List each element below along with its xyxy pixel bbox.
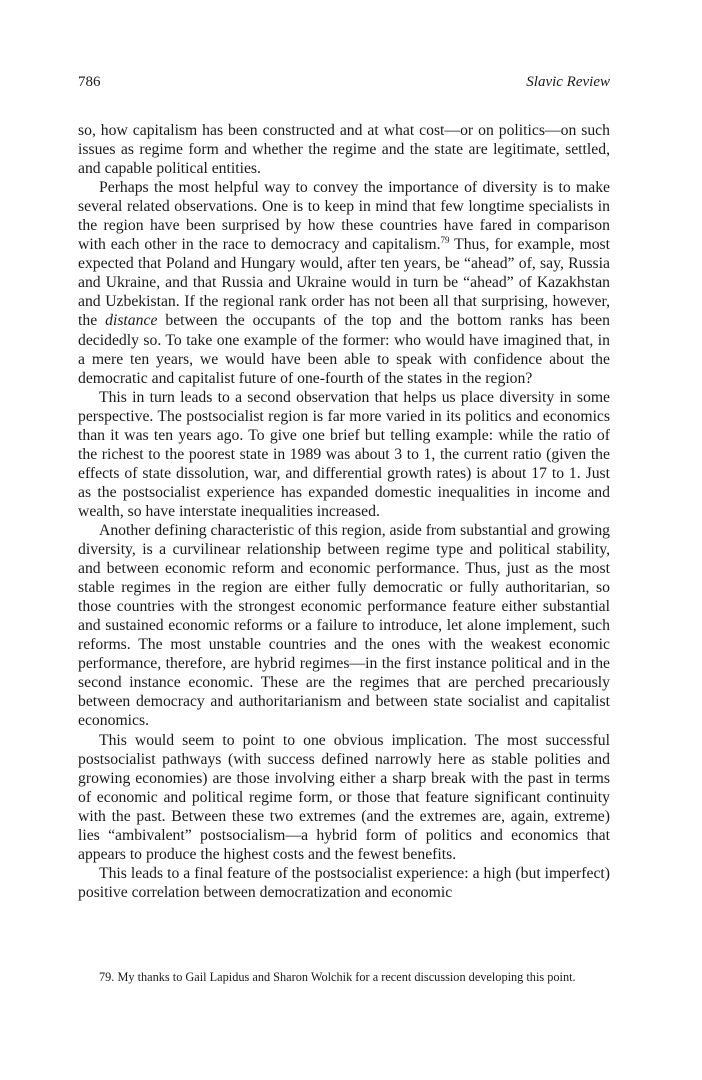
paragraph-2 [78, 178, 610, 388]
paragraph-5: This would seem to point to one obvious implication. The most successful postsocialist pathways (with success defined narrowly here as stable polities and growing economies) are those involving either a sharp break with the past in terms of economic and political regime form, or those that feature significant continuity with the past. Between these two extremes (and the extremes are, again, extreme) lies “ambivalent” postsocialism—a hybrid form of politics and economics that appears to produce the highest costs and the fewest benefits. [78, 731, 610, 863]
paragraph-4: Another defining characteristic of this region, aside from substantial and growing diversity, is a curvilinear relationship between regime type and political stability, and between economic reform and economic performance. Thus, just as the most stable regimes in the region are either fully democratic or fully authoritarian, so those countries with the strongest economic performance feature either substantial and sustained economic reforms or a failure to introduce, let alone implement, such reforms. The most unstable countries and the ones with the weakest economic performance, therefore, are hybrid regimes—in the first instance political and in the second instance economic. These are the regimes that are perched precariously between democracy and authoritarianism and between state socialist and capitalist economics. [78, 521, 611, 730]
footnote-79: 79. My thanks to Gail Lapidus and Sharon Wolchik for a recent discussion developing this point. [99, 970, 576, 984]
footnote-reference: 79 [440, 235, 450, 246]
paragraph-2-part-3: between the occupants of the top and the bottom ranks has been decidedly so. To take one example of the former: who would have imagined that, in a mere ten years, we would have been able to speak with confidence about the democratic and capitalist future of one-fourth of the states in the region? [78, 312, 610, 387]
paragraph-6: This leads to a final feature of the postsocialist experience: a high (but imperfect) positive correlation between democratization and economic [78, 864, 610, 901]
running-head: Slavic Review [526, 74, 610, 90]
paragraph-3: This in turn leads to a second observation that helps us place diversity in some perspective. The postsocialist region is far more varied in its politics and economics than it was ten years ago. To give one brief but telling example: while the ratio of the richest to the poorest state in 1989 was about 3 to 1, the current ratio (given the effects of state dissolution, war, and differential growth rates) is about 17 to 1. Just as the postsocialist experience has expanded domestic inequalities in income and wealth, so have interstate inequalities increased. [78, 388, 610, 520]
paragraph-2-part-2: Thus, for example, most expected that Poland and Hungary would, after ten years, be “ahead” of, say, Russia and Ukraine, and that Russia and Ukraine would in turn be “ahead” of Kazakhstan and Uzbekistan. If the regional rank order has not been all that surprising, however, the [78, 236, 610, 330]
paragraph-1: so, how capitalism has been constructed and at what cost—or on politics—on such issues as regime form and whether the regime and the state are legitimate, settled, and capable political entities. [78, 122, 610, 178]
body-text [78, 121, 610, 902]
emphasis-distance: distance [105, 312, 158, 330]
page-header [78, 74, 610, 96]
paragraph-2-part-1: Perhaps the most helpful way to convey the importance of diversity is to make several related observations. One is to keep in mind that few longtime specialists in the region have been surprised by how these countries have fared in comparison with each other in the race to democracy and capitalism. [78, 179, 610, 254]
page-number: 786 [78, 74, 101, 90]
